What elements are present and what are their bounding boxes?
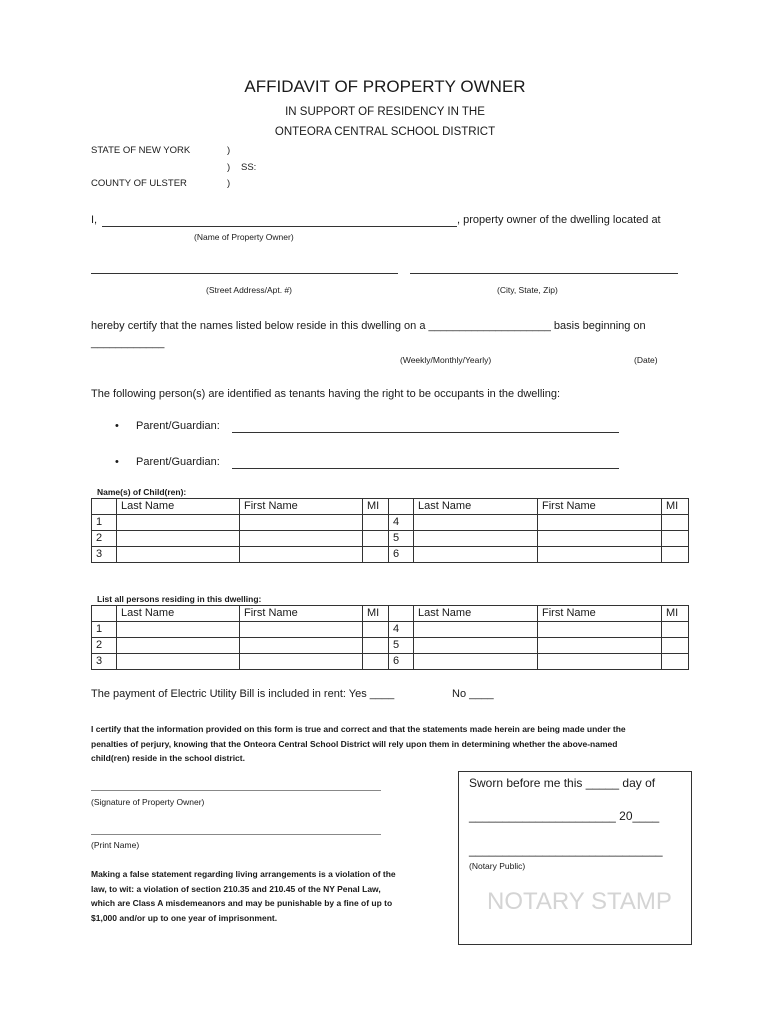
first-name-cell[interactable] [538, 622, 662, 638]
first-name-cell[interactable] [240, 654, 363, 670]
header-cell: First Name [538, 499, 662, 515]
signature-caption: (Signature of Property Owner) [91, 797, 205, 807]
county-label: COUNTY OF ULSTER [91, 178, 187, 189]
certify-text: hereby certify that the names listed below reside in this dwelling on a ____________________ basis beginning on [91, 320, 646, 332]
warning-line-2: law, to wit: a violation of section 210.35 and 210.45 of the NY Penal Law, [91, 884, 381, 894]
row-number: 1 [92, 622, 117, 638]
table-row [92, 531, 689, 547]
last-name-cell[interactable] [414, 638, 538, 654]
notary-stamp-placeholder: NOTARY STAMP [487, 888, 672, 915]
header-cell: First Name [538, 606, 662, 622]
print-name-caption: (Print Name) [91, 840, 140, 850]
print-name-field[interactable] [91, 834, 381, 835]
guardian-field-1[interactable] [232, 432, 619, 433]
street-address-field[interactable] [91, 273, 398, 274]
row-number: 6 [389, 654, 414, 670]
last-name-cell[interactable] [414, 654, 538, 670]
table-row [92, 654, 689, 670]
bullet-2: • [115, 456, 119, 468]
first-name-cell[interactable] [240, 531, 363, 547]
certification-line-3: child(ren) reside in the school district. [91, 753, 245, 763]
header-cell: Last Name [414, 606, 538, 622]
row-number: 1 [92, 515, 117, 531]
first-name-cell[interactable] [240, 547, 363, 563]
notary-year-line[interactable]: ______________________ 20____ [469, 809, 660, 823]
header-cell: Last Name [117, 499, 240, 515]
table-row [92, 622, 689, 638]
city-state-zip-field[interactable] [410, 273, 678, 274]
row-number: 5 [389, 638, 414, 654]
last-name-cell[interactable] [117, 638, 240, 654]
utility-no: No ____ [452, 688, 494, 700]
first-name-cell[interactable] [538, 547, 662, 563]
sworn-text: Sworn before me this _____ day of [469, 776, 656, 790]
row-number: 2 [92, 531, 117, 547]
warning-line-4: $1,000 and/or up to one year of imprisonment. [91, 913, 278, 923]
table-row [92, 515, 689, 531]
persons-table [91, 605, 689, 670]
guardian-field-2[interactable] [232, 468, 619, 469]
last-name-cell[interactable] [414, 622, 538, 638]
mi-cell[interactable] [662, 654, 689, 670]
children-table [91, 498, 689, 563]
mi-cell[interactable] [662, 547, 689, 563]
owner-suffix: , property owner of the dwelling located at [457, 214, 661, 226]
street-caption: (Street Address/Apt. #) [206, 285, 292, 295]
certification-line-1: I certify that the information provided on this form is true and correct and that the statements made herein are being made under the [91, 724, 626, 734]
row-number: 4 [389, 622, 414, 638]
header-cell: MI [662, 606, 689, 622]
last-name-cell[interactable] [117, 547, 240, 563]
owner-prefix: I, [91, 214, 98, 226]
page-title: AFFIDAVIT OF PROPERTY OWNER [244, 77, 526, 96]
subtitle-line-2: ONTEORA CENTRAL SCHOOL DISTRICT [274, 126, 496, 138]
last-name-cell[interactable] [414, 515, 538, 531]
notary-signature-line[interactable]: _____________________________ [469, 843, 663, 857]
header-cell [389, 499, 414, 515]
mi-cell[interactable] [363, 654, 389, 670]
venue-paren-2: ) [227, 162, 231, 173]
table-header-row [92, 606, 689, 622]
last-name-cell[interactable] [414, 531, 538, 547]
header-cell [92, 606, 117, 622]
header-cell [92, 499, 117, 515]
first-name-cell[interactable] [538, 654, 662, 670]
date-caption: (Date) [634, 355, 658, 365]
city-caption: (City, State, Zip) [497, 285, 558, 295]
signature-field[interactable] [91, 790, 381, 791]
mi-cell[interactable] [662, 531, 689, 547]
certification-line-2: penalties of perjury, knowing that the Onteora Central School District will rely upon them in determining whether the above-named [91, 739, 618, 749]
warning-line-3: which are Class A misdemeanors and may be punishable by a fine of up to [91, 898, 393, 908]
last-name-cell[interactable] [117, 531, 240, 547]
first-name-cell[interactable] [240, 515, 363, 531]
header-cell: MI [363, 606, 389, 622]
basis-caption: (Weekly/Monthly/Yearly) [400, 355, 492, 365]
venue-paren-3: ) [227, 178, 231, 189]
guardian-label-2: Parent/Guardian: [136, 456, 220, 468]
state-label: STATE OF NEW YORK [91, 145, 191, 156]
bullet-1: • [115, 420, 119, 432]
mi-cell[interactable] [363, 547, 389, 563]
header-cell: First Name [240, 499, 363, 515]
header-cell: Last Name [414, 499, 538, 515]
warning-line-1: Making a false statement regarding living arrangements is a violation of the [91, 869, 396, 879]
notary-box [458, 771, 692, 945]
row-number: 3 [92, 654, 117, 670]
guardian-label-1: Parent/Guardian: [136, 420, 220, 432]
ss-label: SS: [241, 162, 257, 173]
last-name-cell[interactable] [117, 654, 240, 670]
first-name-cell[interactable] [240, 638, 363, 654]
header-cell: First Name [240, 606, 363, 622]
table-row [92, 547, 689, 563]
first-name-cell[interactable] [538, 638, 662, 654]
row-number: 6 [389, 547, 414, 563]
mi-cell[interactable] [662, 515, 689, 531]
tenants-intro: The following person(s) are identified as tenants having the right to be occupants in the dwelling: [91, 388, 561, 400]
table-row [92, 638, 689, 654]
mi-cell[interactable] [363, 515, 389, 531]
last-name-cell[interactable] [117, 622, 240, 638]
first-name-cell[interactable] [240, 622, 363, 638]
venue-paren-1: ) [227, 145, 231, 156]
mi-cell[interactable] [662, 622, 689, 638]
first-name-cell[interactable] [538, 515, 662, 531]
row-number: 5 [389, 531, 414, 547]
last-name-cell[interactable] [414, 547, 538, 563]
mi-cell[interactable] [363, 638, 389, 654]
mi-cell[interactable] [363, 622, 389, 638]
persons-table-caption: List all persons residing in this dwelling: [97, 594, 262, 604]
row-number: 3 [92, 547, 117, 563]
header-cell: MI [363, 499, 389, 515]
header-cell: MI [662, 499, 689, 515]
mi-cell[interactable] [363, 531, 389, 547]
row-number: 2 [92, 638, 117, 654]
header-cell [389, 606, 414, 622]
table-header-row [92, 499, 689, 515]
certify-date-line[interactable]: ____________ [91, 337, 165, 349]
subtitle-line-1: IN SUPPORT OF RESIDENCY IN THE [285, 106, 485, 118]
owner-name-caption: (Name of Property Owner) [194, 232, 294, 242]
row-number: 4 [389, 515, 414, 531]
owner-name-field[interactable] [102, 226, 457, 227]
header-cell: Last Name [117, 606, 240, 622]
utility-text: The payment of Electric Utility Bill is included in rent: Yes ____ [91, 688, 395, 700]
mi-cell[interactable] [662, 638, 689, 654]
first-name-cell[interactable] [538, 531, 662, 547]
last-name-cell[interactable] [117, 515, 240, 531]
notary-caption: (Notary Public) [469, 861, 526, 871]
children-table-caption: Name(s) of Child(ren): [97, 487, 187, 497]
